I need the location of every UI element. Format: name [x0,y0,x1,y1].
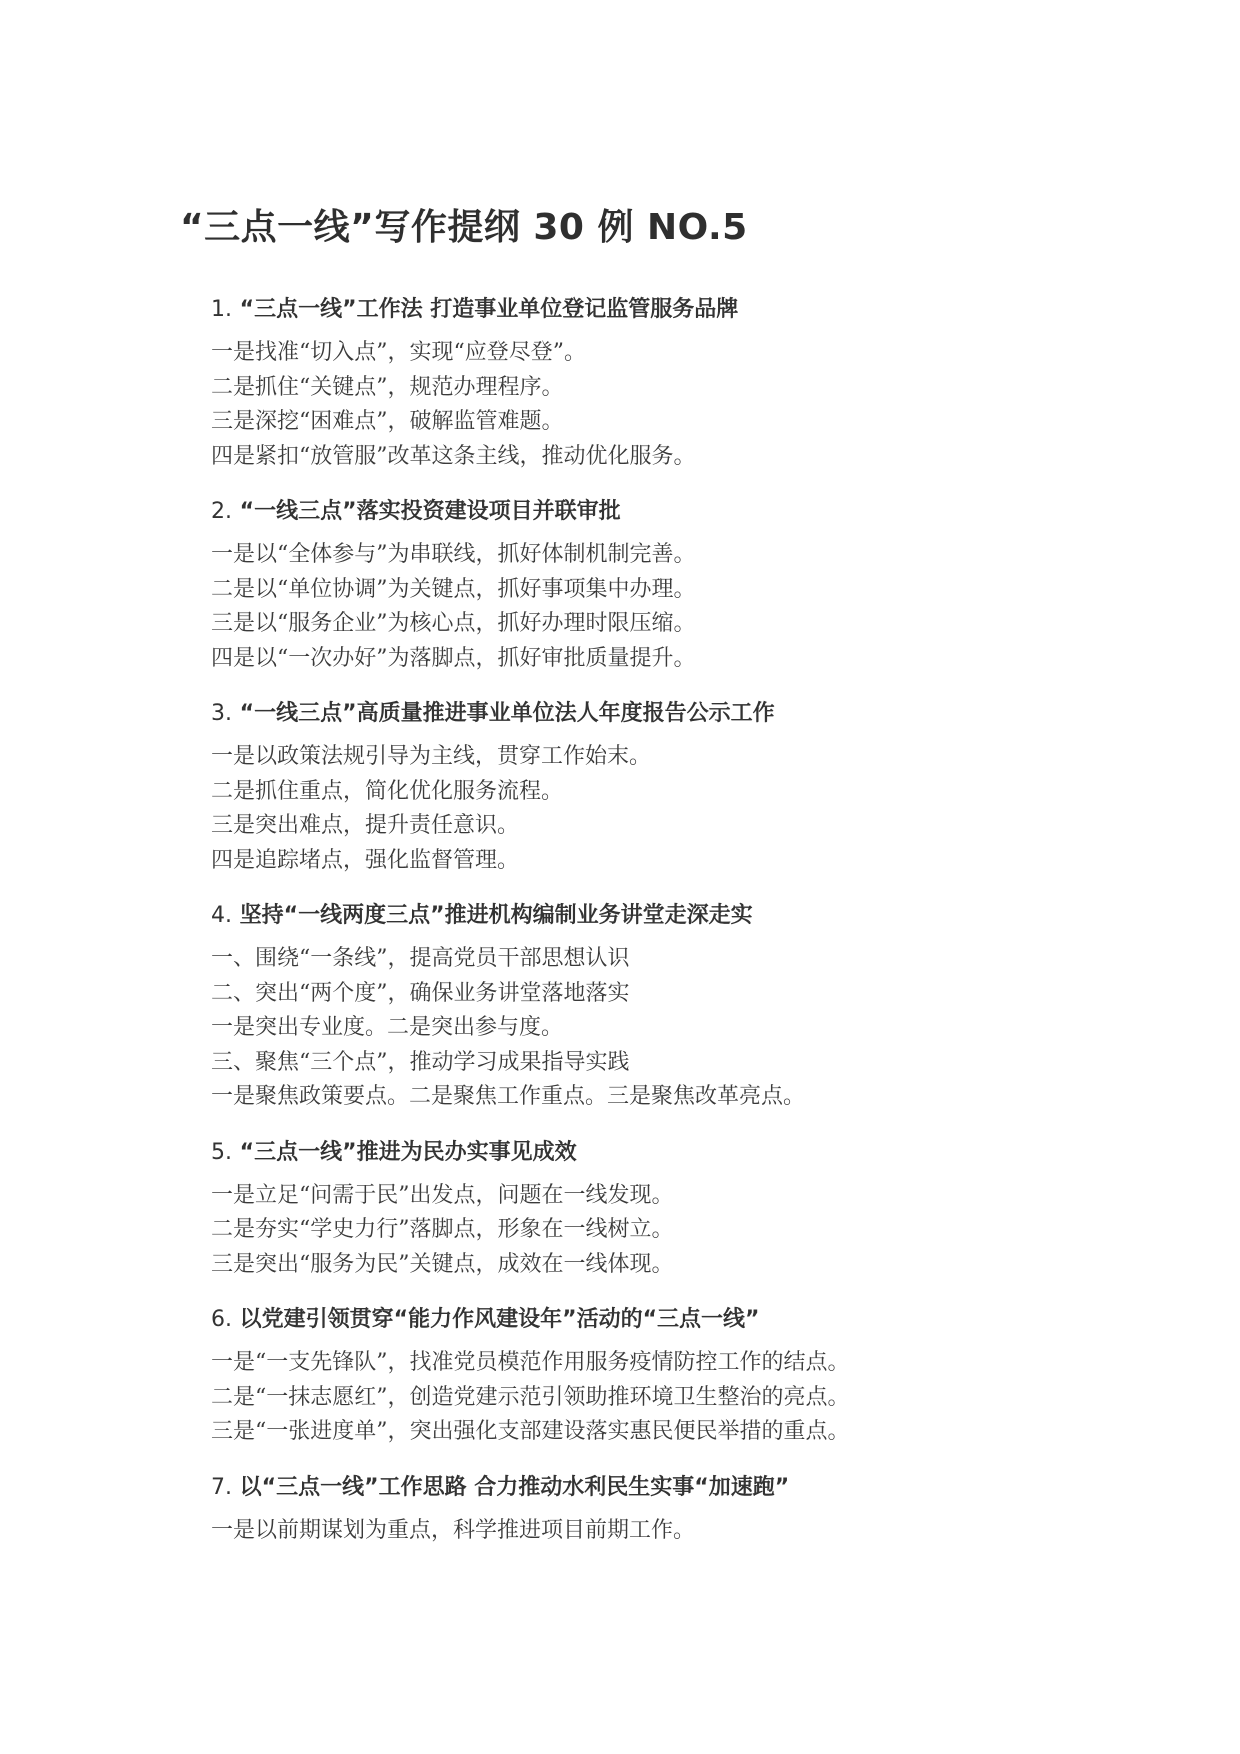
section-title: 坚持“一线两度三点”推进机构编制业务讲堂走深走实 [239,903,753,928]
section-6 [211,1298,1211,1450]
section-lines [211,938,1211,1115]
section-gap [211,1115,1211,1131]
section-lines [211,332,1211,474]
section-heading [211,894,1211,938]
section-gap [211,1450,1211,1466]
body-line: 一是以前期谋划为重点，科学推进项目前期工作。 [211,1517,696,1543]
section-title: 以“三点一线”工作思路 合力推动水利民生实事“加速跑” [239,1474,790,1500]
section-heading [211,1466,1211,1510]
section-number: 1. [211,297,232,322]
page-title: “三点一线”写作提纲 30 例 NO.5 [180,207,748,248]
body-line: 二是抓住重点，简化优化服务流程。 [211,778,564,804]
section-lines [211,1175,1211,1283]
section-1 [211,288,1211,474]
section-3 [211,692,1211,878]
section-lines [211,736,1211,878]
section-heading [211,490,1211,534]
section-5 [211,1131,1211,1283]
section-heading [211,1131,1211,1175]
section-heading [211,288,1211,332]
body-line: 二是以“单位协调”为关键点，抓好事项集中办理。 [211,576,696,602]
body-line: 一是突出专业度。二是突出参与度。 [211,1015,564,1040]
body-line: 二是夯实“学史力行”落脚点，形象在一线树立。 [211,1217,674,1242]
body-line: 三是深挖“困难点”，破解监管难题。 [211,409,564,434]
section-gap [211,474,1211,490]
body-line: 二是“一抹志愿红”，创造党建示范引领助推环境卫生整治的亮点。 [211,1384,850,1410]
section-number: 6. [211,1307,232,1332]
body-line: 一是以“全体参与”为串联线，抓好体制机制完善。 [211,542,696,567]
section-number: 3. [211,701,232,726]
section-4 [211,894,1211,1115]
body-line: 四是紧扣“放管服”改革这条主线，推动优化服务。 [211,443,696,469]
section-gap [211,676,1211,692]
section-title: 以党建引领贯穿“能力作风建设年”活动的“三点一线” [239,1307,760,1332]
section-7 [211,1466,1211,1549]
body-line: 三是以“服务企业”为核心点，抓好办理时限压缩。 [211,611,696,636]
section-number: 5. [211,1139,232,1165]
body-line: 三是“一张进度单”，突出强化支部建设落实惠民便民举措的重点。 [211,1419,850,1444]
body-line: 一是立足“问需于民”出发点，问题在一线发现。 [211,1182,674,1208]
section-lines [211,534,1211,676]
body-line: 二是抓住“关键点”，规范办理程序。 [211,374,564,400]
body-line: 三是突出难点，提升责任意识。 [211,813,520,838]
body-line: 三、聚焦“三个点”，推动学习成果指导实践 [211,1049,630,1075]
section-heading [211,1298,1211,1342]
section-title: “三点一线”推进为民办实事见成效 [239,1139,577,1165]
body-line: 一是以政策法规引导为主线，贯穿工作始末。 [211,744,652,769]
section-2 [211,490,1211,676]
body-line: 一是找准“切入点”，实现“应登尽登”。 [211,340,586,365]
body-line: 一是“一支先锋队”，找准党员模范作用服务疫情防控工作的结点。 [211,1350,850,1375]
section-lines [211,1342,1211,1450]
section-number: 7. [211,1474,232,1500]
section-gap [211,878,1211,894]
body-line: 一是聚焦政策要点。二是聚焦工作重点。三是聚焦改革亮点。 [211,1084,806,1109]
body-line: 一、围绕“一条线”，提高党员干部思想认识 [211,946,630,971]
section-number: 4. [211,903,232,928]
section-gap [211,1282,1211,1298]
section-title: “一线三点”高质量推进事业单位法人年度报告公示工作 [239,701,775,726]
section-lines [211,1510,1211,1549]
body-line: 四是以“一次办好”为落脚点，抓好审批质量提升。 [211,645,696,671]
section-title: “一线三点”落实投资建设项目并联审批 [239,499,621,524]
section-heading [211,692,1211,736]
document-body [211,288,1211,1548]
section-number: 2. [211,499,232,524]
section-title: “三点一线”工作法 打造事业单位登记监管服务品牌 [239,297,739,322]
body-line: 三是突出“服务为民”关键点，成效在一线体现。 [211,1251,674,1277]
body-line: 二、突出“两个度”，确保业务讲堂落地落实 [211,980,630,1006]
body-line: 四是追踪堵点，强化监督管理。 [211,847,520,873]
